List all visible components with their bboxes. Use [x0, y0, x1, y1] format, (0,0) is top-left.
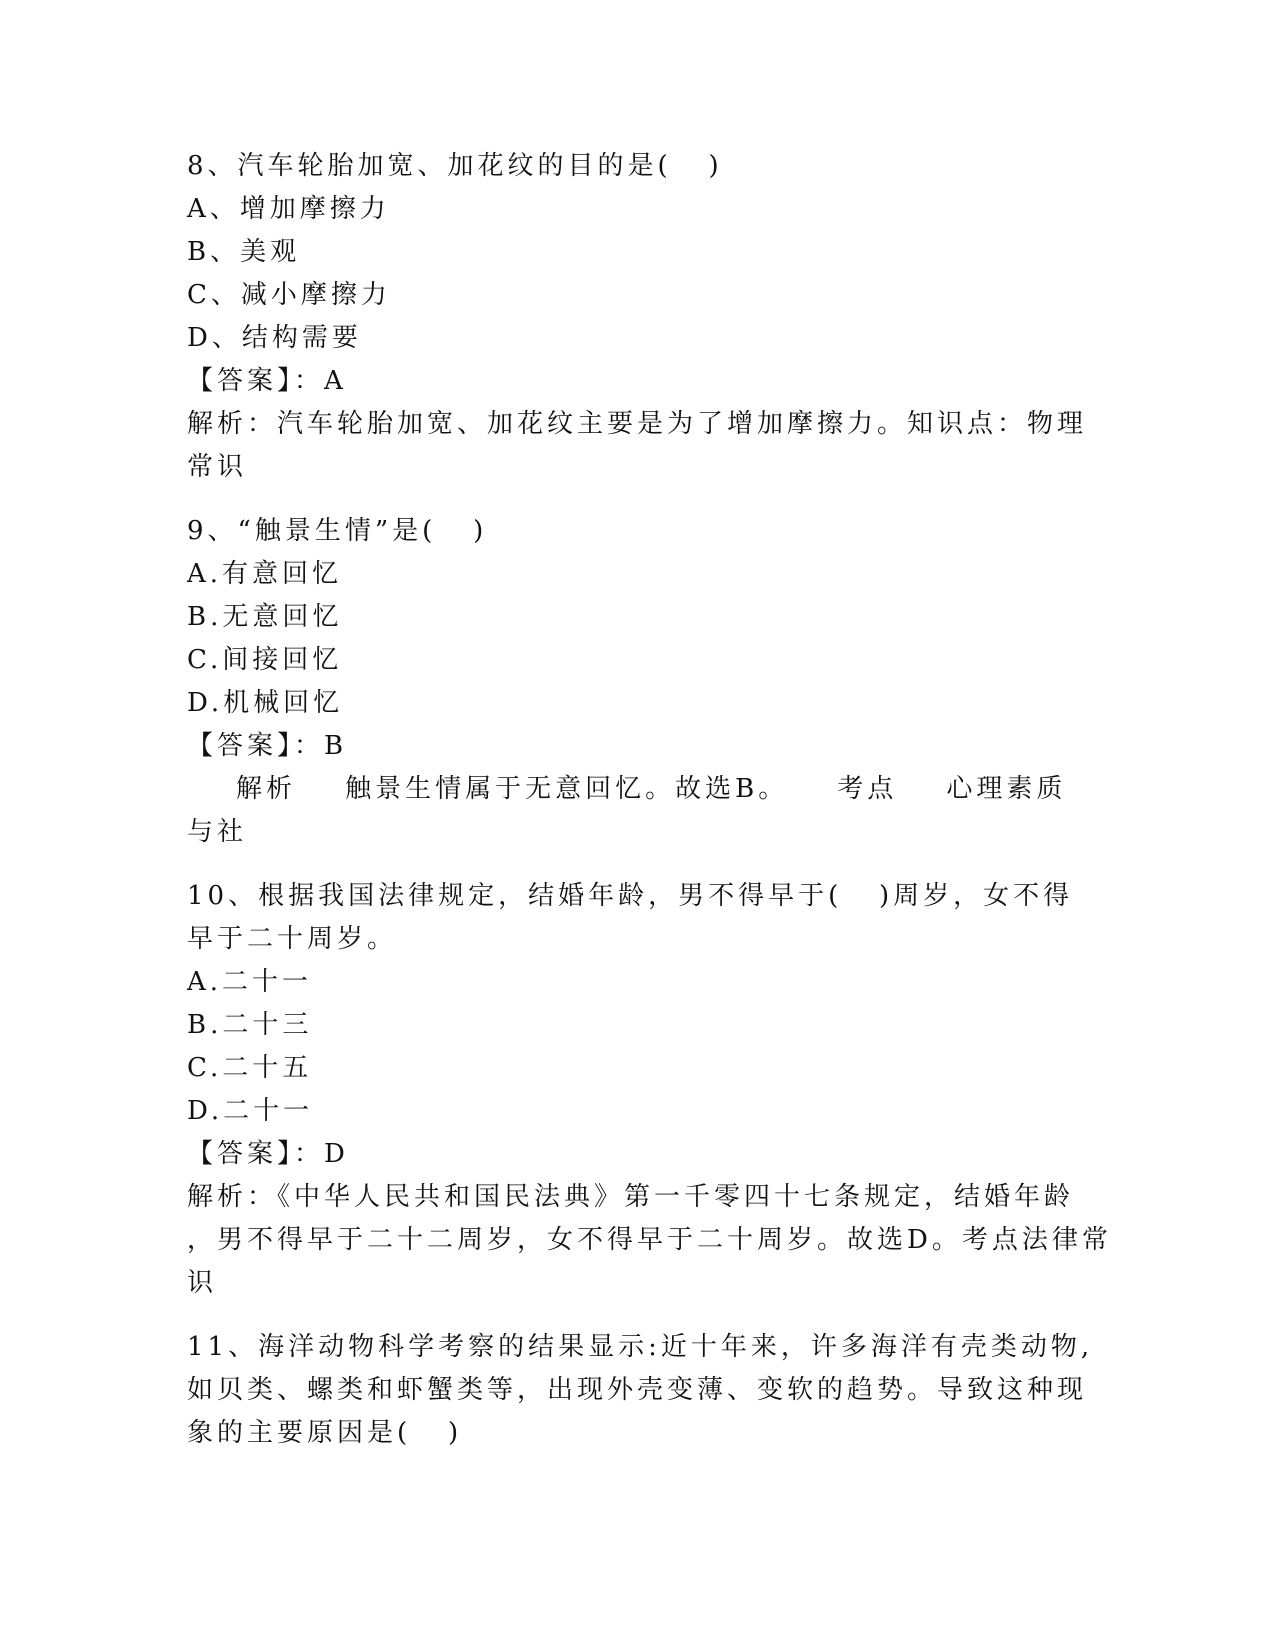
document-page	[187, 145, 1112, 1455]
analysis-line: ，男不得早于二十二周岁，女不得早于二十周岁。故选D。考点法律常	[187, 1225, 1112, 1255]
option-d: D.机械回忆	[187, 688, 344, 718]
option-c: C.二十五	[187, 1053, 313, 1083]
question-9	[187, 510, 1087, 854]
option-b: B.二十三	[187, 1010, 313, 1040]
option-b: B、美观	[187, 237, 301, 267]
question-10	[187, 875, 1112, 1305]
analysis-line: 解析：《中华人民共和国民法典》第一千零四十七条规定，结婚年龄	[187, 1182, 1075, 1212]
analysis-line: 解析：汽车轮胎加宽、加花纹主要是为了增加摩擦力。知识点：物理	[187, 409, 1088, 439]
question-stem: 11、海洋动物科学考察的结果显示:近十年来，许多海洋有壳类动物,	[187, 1332, 1094, 1362]
question-stem: 10、根据我国法律规定，结婚年龄，男不得早于( )周岁，女不得	[187, 881, 1074, 911]
question-11	[187, 1326, 1094, 1455]
question-stem-continued: 早于二十周岁。	[187, 924, 398, 954]
answer-line: 【答案】：A	[187, 366, 347, 396]
option-a: A.二十一	[187, 967, 313, 997]
question-8	[187, 145, 1087, 489]
analysis-line: 识	[187, 1268, 218, 1298]
question-stem-continued: 如贝类、螺类和虾蟹类等，出现外壳变薄、变软的趋势。导致这种现	[187, 1375, 1088, 1405]
question-stem-continued: 象的主要原因是( )	[187, 1418, 463, 1448]
question-stem: 9、“触景生情”是( )	[187, 516, 488, 546]
option-a: A.有意回忆	[187, 559, 343, 589]
option-d: D.二十一	[187, 1096, 314, 1126]
option-a: A、增加摩擦力	[187, 194, 390, 224]
option-c: C、减小摩擦力	[187, 280, 391, 310]
answer-line: 【答案】：D	[187, 1139, 349, 1169]
analysis-line: 常识	[187, 452, 248, 482]
option-b: B.无意回忆	[187, 602, 343, 632]
option-d: D、结构需要	[187, 323, 362, 353]
question-stem: 8、汽车轮胎加宽、加花纹的目的是( )	[187, 151, 723, 181]
option-c: C.间接回忆	[187, 645, 343, 675]
analysis-line: 解析 触景生情属于无意回忆。故选B。 考点 心理素质	[187, 774, 1067, 804]
analysis-line: 与社	[187, 817, 248, 847]
answer-line: 【答案】：B	[187, 731, 348, 761]
